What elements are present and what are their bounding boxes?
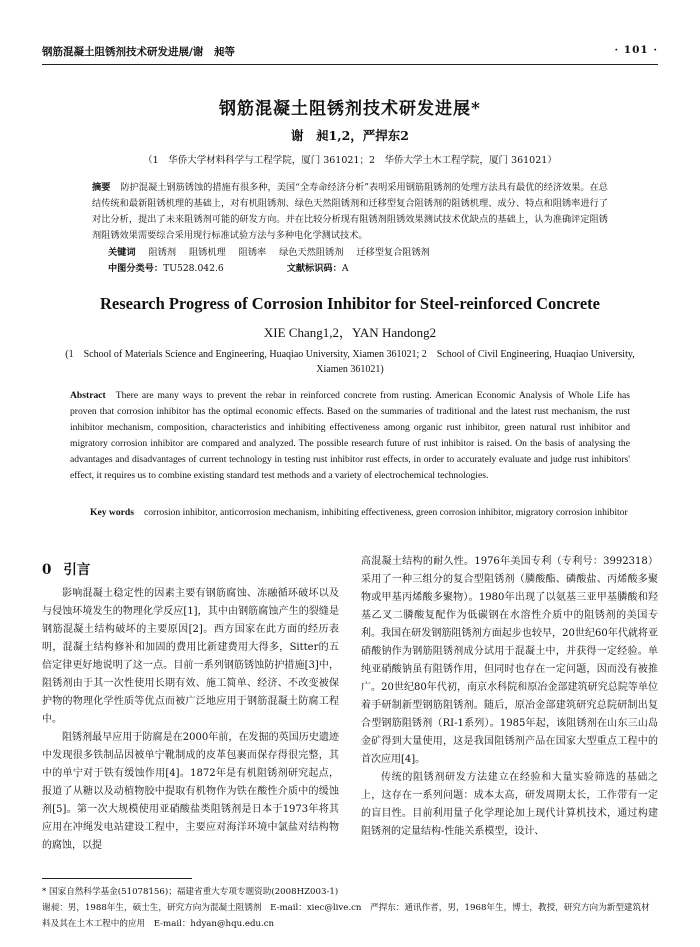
- keywords-label-english: Key words: [90, 507, 134, 518]
- keywords-label-chinese: 关键词: [108, 247, 136, 258]
- body-column-right: [361, 553, 658, 841]
- clc-label: 中图分类号：: [108, 263, 164, 274]
- section-title: 引言: [63, 562, 91, 578]
- author-note: 谢昶：男，1988年生，硕士生，研究方向为混凝土阻锈剂 E-mail：xiec@live.cn 严捍东：通讯作者，男，1968年生，博士，教授，研究方向为新型建筑材料及其在土木工程中的应用 E-mail：hdyan@hqu.edu.cn: [42, 903, 650, 929]
- footnote-rule: [42, 878, 192, 879]
- running-header: [42, 44, 658, 62]
- keyword-chinese: 阻锈机理: [188, 247, 226, 258]
- header-rule: [42, 64, 658, 65]
- affiliation-chinese: （1 华侨大学材料科学与工程学院，厦门 361021；2 华侨大学土木工程学院，厦门 361021）: [143, 155, 557, 166]
- doc-code-value: A: [341, 263, 349, 274]
- affiliation-english: (1 School of Materials Science and Engineering, Huaqiao University, Xiamen 361021; 2 School of Civil Engineering, Huaqiao University, Xiamen 361021): [65, 349, 635, 375]
- authors-chinese: 谢 昶1,2，严捍东2: [291, 128, 409, 143]
- keyword-chinese: 绿色天然阻锈剂: [279, 247, 344, 258]
- title-chinese: 钢筋混凝土阻锈剂技术研发进展*: [219, 99, 481, 119]
- keyword-chinese: 阻锈率: [238, 247, 267, 258]
- section-number: 0: [42, 562, 52, 578]
- keyword-chinese: 迁移型复合阻锈剂: [356, 247, 430, 258]
- footnote: [42, 884, 658, 932]
- abstract-text-english: There are many ways to prevent the rebar in reinforced concrete from rusting. American Economic Analysis of Whole Life has proven that corrosion inhibitor has the optimal economic effects. Based on the summaries of traditional and the latest rust mechanism, the rust inhibitor mechanism, composition, characteristics and inhibiting effectiveness among organic rust inhibitor, green natural rust inhibitor and migratory corrosion inhibitor are compared and analyzed. The possible research future of rust inhibitor is raised. On the basis of analysing the advantages and disadvantages of current technology in testing rust inhibitor rust effects, in order to accurately evaluate and judge rust inhibitors' effect, it requires us to combine existing standard test methods and a variety of electrochemical technologies.: [70, 390, 630, 481]
- abstract-text-chinese: 防护混凝土钢筋锈蚀的措施有很多种，美国“全寿命经济分析”表明采用钢筋阻锈剂的处理方法具有最优的经济效果。在总结传统和最新阻锈机理的基础上，对有机阻锈剂、绿色天然阻锈剂和迁移型复合阻锈剂的阻锈机理、成分、特点和阻锈率进行了对比分析，提出了未来阻锈剂可能的研发方向。并在比较分析现有阻锈剂阻锈效果测试技术优缺点的基础上，认为准确评定阻锈剂阻锈效果需要综合采用现行标准试验方法与多种电化学测试技术。: [92, 182, 608, 241]
- keywords-english: [70, 505, 630, 521]
- body-paragraph: 影响混凝土稳定性的因素主要有钢筋腐蚀、冻融循环破坏以及与侵蚀环境发生的物理化学反应[1]，其中由钢筋腐蚀产生的裂缝是钢筋混凝土结构破坏的主要原因[2]。西方国家在此方面的经历表明，混凝土结构修补和加固的费用比新建费用大得多，Sitter的五倍定律更好地说明了这一点。目前一系列钢筋锈蚀防护措施[3]中，阻锈剂由于其一次性使用长期有效、施工简单、经济、不改变被保护物的物理化学性质等优点而被广泛地应用于钢筋混凝土防腐工程中。: [42, 588, 339, 725]
- abstract-label-english: Abstract: [70, 390, 106, 401]
- authors-english: XIE Chang1,2，YAN Handong2: [263, 325, 437, 340]
- abstract-label-chinese: 摘要: [92, 182, 111, 193]
- doc-code-label: 文献标识码：: [286, 263, 342, 274]
- classification-line: [108, 260, 608, 274]
- body-column-left: [42, 553, 339, 855]
- body-paragraph: 阻锈剂最早应用于防腐是在2000年前，在发掘的英国历史遗迹中发现很多铁制品因被单宁靴制成的皮革包裹而保存得很完整，其中的单宁对于铁有缓蚀作用[4]。1872年是有机阻锈剂研究起点，报道了从糖以及动植物胶中提取有机物作为铁在酸性介质中的缓蚀剂[5]。第一次大规模使用亚硝酸盐类阻锈剂是日本于1973年将其应用在冲绳发电站建设工程中，主要应对海洋环境中氯盐对结构物的腐蚀，以提: [42, 732, 339, 851]
- clc-value: TU528.042.6: [163, 263, 224, 274]
- funding-note: * 国家自然科学基金(51078156)；福建省重大专项专题资助(2008HZ003-1): [42, 887, 339, 897]
- abstract-chinese: [92, 180, 608, 244]
- keyword-chinese: 阻锈剂: [148, 247, 177, 258]
- keywords-chinese: [108, 244, 608, 258]
- body-paragraph: 高混凝土结构的耐久性。1976年美国专利（专利号：3992318）采用了一种三组分的复合型阻锈剂（膦酸酯、磷酸盐、丙烯酸多聚物或甲基丙烯酸多聚物）。1980年出现了以氨基三亚甲基膦酸和羟基乙叉二膦酸复配作为低碳钢在水溶性介质中的阻锈剂的美国专利。我国在研发钢筋阻锈剂方面起步也较早，20世纪60年代就将亚硝酸钠作为钢筋阻锈剂成分试用于混凝土中，并获得一定经验。单纯亚硝酸钠虽有阻锈作用，但同时也存在一定问题，因而没有被推广。20世纪80年代初，南京水科院和原冶金部建筑研究总院等单位着手研制新型钢筋阻锈剂。随后，原冶金部建筑研究总院研制出复合型钢筋阻锈剂（RI-1系列）。1985年起，该阻锈剂在山东三山岛金矿得到大量使用，这是我国阻锈剂产品在国家大型重点工程中的首次应用[4]。: [361, 556, 658, 765]
- running-title: 钢筋混凝土阻锈剂技术研发进展/谢 昶等: [42, 46, 235, 58]
- title-english: Research Progress of Corrosion Inhibitor for Steel-reinforced Concrete: [100, 294, 600, 313]
- body-paragraph: 传统的阻锈剂研发方法建立在经验和大量实验筛选的基础之上，这存在一系列问题：成本太高，研发周期太长，工作带有一定的盲目性。目前利用量子化学理论加上现代计算机技术，通过构建阻锈剂的定量结构-性能关系模型，设计、: [361, 772, 658, 837]
- keywords-text-english: corrosion inhibitor, anticorrosion mechanism, inhibiting effectiveness, green corrosion inhibitor, migratory corrosion inhibitor: [143, 507, 628, 518]
- abstract-english: [70, 388, 630, 484]
- page-number: · 101 ·: [614, 44, 658, 56]
- section-heading: [42, 561, 339, 579]
